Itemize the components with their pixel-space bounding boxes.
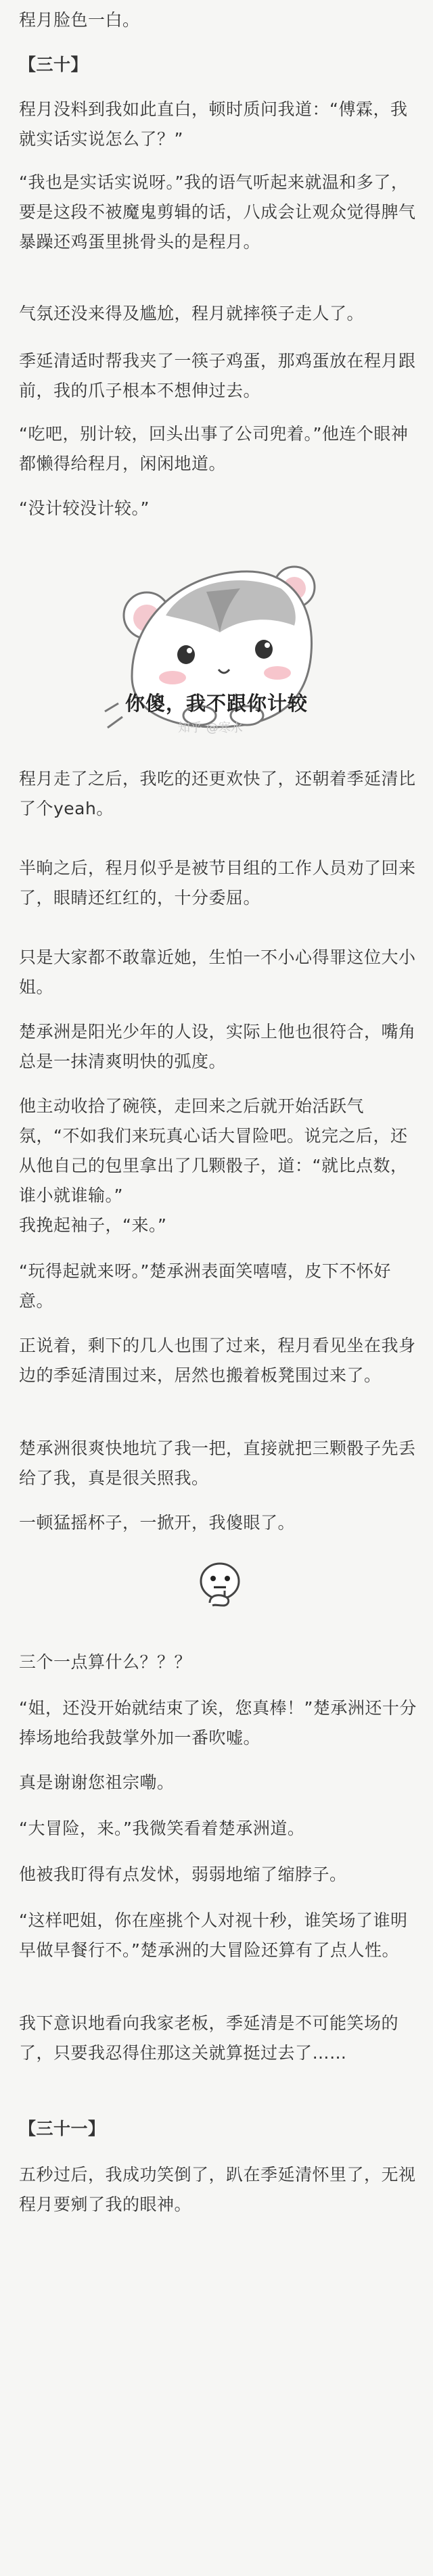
paragraph: 气氛还没来得及尴尬，程月就摔筷子走人了。 (19, 304, 365, 323)
paragraph: 真是谢谢您祖宗嘞。 (19, 1773, 175, 1792)
paragraph: 他主动收拾了碗筷，走回来之后就开始活跃气氛，“不如我们来玩真心话大冒险吧。说完之后，还从他自己的包里拿出了几颗骰子，道：“就比点数，谁小就谁输。” (19, 1096, 408, 1205)
paragraph: 半晌之后，程月似乎是被节目组的工作人员劝了回来了，眼睛还红红的，十分委屈。 (19, 858, 416, 908)
paragraph: “没计较没计较。” (19, 498, 150, 518)
paragraph: 正说着，剩下的几人也围了过来，程月看见坐在我身边的季延清围过来，居然也搬着板凳围过来了。 (19, 1336, 416, 1385)
watermark: 知乎 @寒水 (178, 721, 243, 735)
chapter-heading: 【三十一】 (19, 2119, 106, 2138)
paragraph: “姐，还没开始就结束了诶，您真棒！”楚承洲还十分捧场地给我鼓掌外加一番吹嘘。 (19, 1698, 417, 1748)
paragraph: “吃吧，别计较，回头出事了公司兜着。”他连个眼神都懒得给程月，闲闲地道。 (19, 424, 409, 473)
paragraph: 只是大家都不敢靠近她，生怕一不小心得罪这位大小姐。 (19, 947, 416, 997)
paragraph: “这样吧姐，你在座挑个人对视十秒，谁笑场了谁明早做早餐行不。”楚承洲的大冒险还算有了点人性。 (19, 1911, 408, 1960)
paragraph: “我也是实话实说呀。”我的语气听起来就温和多了，要是这段不被魔鬼剪辑的话，八成会让观众觉得脾气暴躁还鸡蛋里挑骨头的是程月。 (19, 172, 416, 252)
thinking-face-sticker-icon (189, 1555, 250, 1616)
paragraph: 程月脸色一白。 (19, 10, 140, 30)
paragraph: 程月走了之后，我吃的还更欢快了，还朝着季延清比了个yeah。 (19, 769, 416, 818)
paragraph: 楚承洲是阳光少年的人设，实际上他也很符合，嘴角总是一抹清爽明快的弧度。 (19, 1022, 416, 1071)
paragraph: 他被我盯得有点发怵，弱弱地缩了缩脖子。 (19, 1865, 347, 1884)
paragraph: “玩得起就来呀。”楚承洲表面笑嘻嘻，皮下不怀好意。 (19, 1261, 391, 1311)
chapter-heading: 【三十】 (19, 55, 89, 74)
paragraph: “大冒险，来。”我微笑看着楚承洲道。 (19, 1819, 305, 1838)
paragraph: 我挽起袖子，“来。” (19, 1215, 167, 1235)
paragraph: 一顿猛摇杯子，一掀开，我傻眼了。 (19, 1513, 296, 1532)
paragraph: 程月没料到我如此直白，顿时质问我道：“傅霖，我就实话实说怎么了？” (19, 99, 408, 149)
sticker-caption: 你傻，我不跟你计较 (124, 692, 308, 715)
paragraph: 楚承洲很爽快地坑了我一把，直接就把三颗骰子先丢给了我，真是很关照我。 (19, 1438, 416, 1488)
paragraph: 五秒过后，我成功笑倒了，趴在季延清怀里了，无视程月要剜了我的眼神。 (19, 2165, 416, 2214)
paragraph: 季延清适时帮我夹了一筷子鸡蛋，那鸡蛋放在程月跟前，我的爪子根本不想伸过去。 (19, 351, 416, 400)
paragraph: 我下意识地看向我家老板，季延清是不可能笑场的了，只要我忍得住那这关就算挺过去了…… (19, 2013, 399, 2063)
paragraph: 三个一点算什么？？？ (19, 1652, 192, 1672)
